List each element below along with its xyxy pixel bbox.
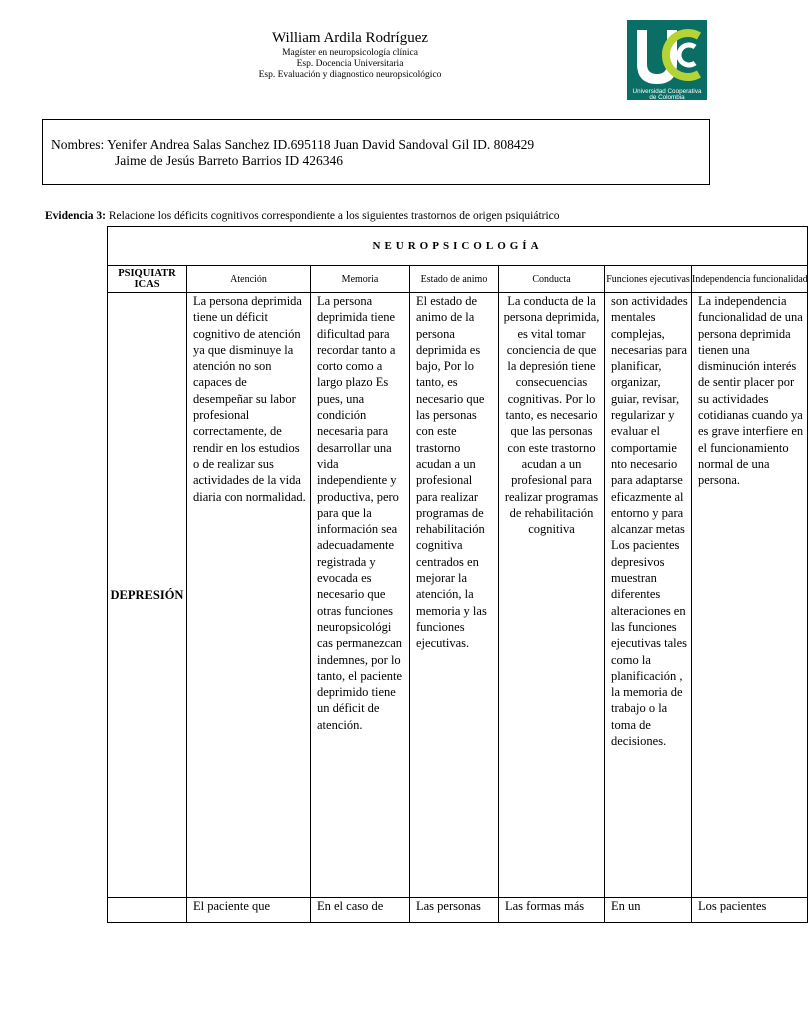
document-header [0,28,700,81]
evidence-instruction [45,210,560,222]
column-header: Funciones ejecutivas [605,266,692,293]
table-cell: La independencia funcionalidad de una persona deprimida tienen una disminución interés de sentir placer por su actividades cotidianas cuando ya es grave interfiere en el funcionamiento normal de una persona. [698,294,804,488]
table-cell: En el caso de [317,899,384,913]
logo-text-line1: Universidad Cooperativa [632,88,702,95]
author-name: William Ardila Rodríguez [271,30,429,46]
column-header: Atención [187,266,311,293]
table-cell: Los pacientes [698,899,767,913]
credential-line: Magíster en neuropsicología clínica [282,48,418,58]
table-cell: La persona deprimida tiene dificultad para recordar tanto a corto como a largo plazo Es pues, una condición necesaria para desarrollar una vida independiente y productiva, pero para que la información sea adecuadamente registrada y evocada es necesario que otras funciones neuropsicológi cas permanezcan indemnes, por lo tanto, el paciente deprimido tiene un déficit de atención. [317,294,403,732]
university-logo [627,20,707,100]
student-names-box [42,119,710,185]
credential-line: Esp. Evaluación y diagnostico neuropsicológico [258,70,442,80]
table-cell: son actividades mentales complejas, necesarias para planificar, organizar, guiar, revisar, regularizar y evaluar el comportamie nto necesario para adaptarse eficazmente al entorno y para alcanzar metas Los pacientes depresivos muestran diferentes alteraciones en las funciones ejecutivas tales como la planificación , la memoria de trabajo o la toma de decisiones. [611,294,688,749]
column-header: Estado de animo [410,266,499,293]
evidence-text: Relacione los déficits cognitivos correspondiente a los siguientes trastornos de origen psiquiátrico [106,210,560,222]
credential-line: Esp. Docencia Universitaria [296,59,404,69]
names-line: Jaime de Jesús Barreto Barrios ID 426346 [115,153,343,168]
evidence-label: Evidencia 3: [45,210,107,222]
row-label [108,898,187,923]
table-cell: El estado de animo de la persona deprimida es bajo, Por lo tanto, es necesario que las personas con este trastorno acudan a un profesional para realizar programas de rehabilitación cognitiva centrados en mejorar la atención, la memoria y las funciones ejecutivas. [416,294,487,651]
table-row [108,898,808,923]
logo-text-line2: de Colombia [649,94,685,101]
column-header: Independencia funcionalidad [692,266,808,293]
column-header: PSIQUIATR ICAS [108,266,187,293]
table-cell: El paciente que [193,899,271,913]
table-cell: Las personas [416,899,481,913]
table-cell: En un [611,899,641,913]
neuropsychology-table [107,226,808,923]
names-line: Nombres: Yenifer Andrea Salas Sanchez ID.695118 Juan David Sandoval Gil ID. 808429 [51,137,535,152]
column-header: Memoria [311,266,410,293]
table-title: NEUROPSICOLOGÍA [108,227,808,266]
column-header: Conducta [499,266,605,293]
row-label: DEPRESIÓN [108,293,187,898]
table-cell: La persona deprimida tiene un déficit cognitivo de atención ya que disminuye la atención no son capaces de desempeñar su labor profesional correctamente, de rendir en los estudios o de realizar sus actividades de la vida diaria con normalidad. [193,294,306,504]
table-cell: Las formas más [505,899,585,913]
table-row [108,293,808,898]
table-cell: La conducta de la persona deprimida, es vital tomar conciencia de que la depresión tiene consecuencias cognitivas. Por lo tanto, es necesario que las personas con este trastorno acudan a un profesional para realizar programas de rehabilitación cognitiva [503,294,600,537]
